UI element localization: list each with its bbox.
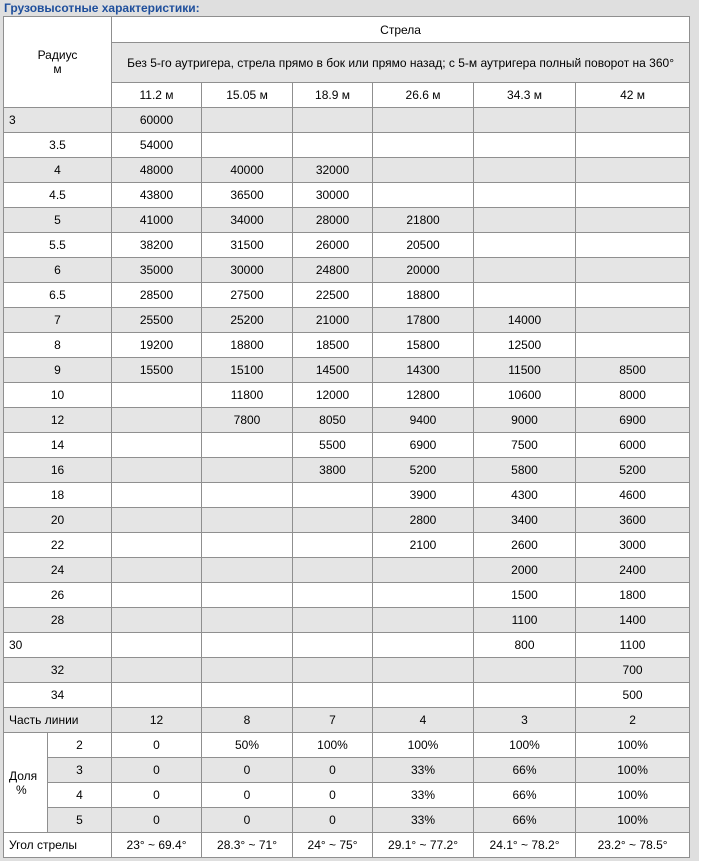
load-cell xyxy=(474,658,576,683)
boom-angle-cell: 29.1° ~ 77.2° xyxy=(373,833,474,858)
table-row xyxy=(4,383,690,408)
load-cell: 11500 xyxy=(474,358,576,383)
load-cell xyxy=(474,683,576,708)
extension-cell: 50% xyxy=(202,733,293,758)
extension-cell: 100% xyxy=(373,733,474,758)
load-cell: 15500 xyxy=(112,358,202,383)
load-cell: 3600 xyxy=(576,508,690,533)
extension-step-cell: 4 xyxy=(48,783,112,808)
boom-angle-cell: 24.1° ~ 78.2° xyxy=(474,833,576,858)
load-cell xyxy=(293,658,373,683)
line-parts-label: Часть линии xyxy=(4,708,112,733)
table-row xyxy=(4,458,690,483)
extension-cell: 33% xyxy=(373,808,474,833)
load-cell: 14500 xyxy=(293,358,373,383)
boom-angle-cell: 24° ~ 75° xyxy=(293,833,373,858)
extension-row xyxy=(4,733,690,758)
load-cell: 28000 xyxy=(293,208,373,233)
boom-header: Стрела xyxy=(112,17,690,43)
load-cell: 2100 xyxy=(373,533,474,558)
load-cell: 1800 xyxy=(576,583,690,608)
radius-cell: 28 xyxy=(4,608,112,633)
radius-cell: 3.5 xyxy=(4,133,112,158)
radius-cell: 6.5 xyxy=(4,283,112,308)
load-cell: 21000 xyxy=(293,308,373,333)
extension-cell: 66% xyxy=(474,783,576,808)
table-row xyxy=(4,683,690,708)
extension-cell: 100% xyxy=(576,758,690,783)
load-cell xyxy=(202,558,293,583)
load-cell: 24800 xyxy=(293,258,373,283)
table-row xyxy=(4,408,690,433)
extension-cell: 0 xyxy=(293,758,373,783)
load-cell xyxy=(202,508,293,533)
load-cell xyxy=(576,258,690,283)
load-cell xyxy=(202,583,293,608)
extension-step-cell: 3 xyxy=(48,758,112,783)
load-cell xyxy=(112,683,202,708)
load-cell: 25200 xyxy=(202,308,293,333)
load-cell xyxy=(293,558,373,583)
table-row xyxy=(4,533,690,558)
line-parts-cell: 4 xyxy=(373,708,474,733)
load-cell: 12800 xyxy=(373,383,474,408)
extension-label-text: Доля xyxy=(9,768,38,783)
load-cell: 35000 xyxy=(112,258,202,283)
boom-length-header: 26.6 м xyxy=(373,83,474,108)
load-cell xyxy=(202,658,293,683)
load-cell xyxy=(576,208,690,233)
table-row xyxy=(4,308,690,333)
load-cell: 700 xyxy=(576,658,690,683)
extension-cell: 0 xyxy=(112,758,202,783)
radius-cell: 7 xyxy=(4,308,112,333)
page-title: Грузовысотные характеристики: xyxy=(4,1,200,15)
load-cell: 6900 xyxy=(373,433,474,458)
load-cell xyxy=(112,433,202,458)
table-row xyxy=(4,658,690,683)
load-cell: 5200 xyxy=(373,458,474,483)
load-cell xyxy=(112,558,202,583)
table-row xyxy=(4,558,690,583)
load-cell xyxy=(576,183,690,208)
load-cell: 60000 xyxy=(112,108,202,133)
boom-length-header: 42 м xyxy=(576,83,690,108)
load-cell xyxy=(474,108,576,133)
table-row xyxy=(4,283,690,308)
load-cell xyxy=(202,133,293,158)
load-cell xyxy=(576,283,690,308)
load-cell: 18800 xyxy=(202,333,293,358)
load-cell xyxy=(576,133,690,158)
load-cell: 54000 xyxy=(112,133,202,158)
load-cell: 21800 xyxy=(373,208,474,233)
load-cell: 3900 xyxy=(373,483,474,508)
extension-cell: 0 xyxy=(202,758,293,783)
load-cell: 20500 xyxy=(373,233,474,258)
load-cell xyxy=(202,483,293,508)
load-cell: 6900 xyxy=(576,408,690,433)
load-cell: 15800 xyxy=(373,333,474,358)
boom-length-header: 18.9 м xyxy=(293,83,373,108)
load-cell: 19200 xyxy=(112,333,202,358)
load-cell: 18500 xyxy=(293,333,373,358)
load-cell xyxy=(576,108,690,133)
table-row xyxy=(4,483,690,508)
table-row xyxy=(4,158,690,183)
load-cell xyxy=(112,583,202,608)
radius-cell: 20 xyxy=(4,508,112,533)
line-parts-cell: 8 xyxy=(202,708,293,733)
boom-length-header: 34.3 м xyxy=(474,83,576,108)
load-cell xyxy=(202,458,293,483)
load-cell xyxy=(293,483,373,508)
load-cell xyxy=(202,108,293,133)
table-row xyxy=(4,333,690,358)
load-cell xyxy=(576,233,690,258)
load-cell: 4600 xyxy=(576,483,690,508)
load-cell xyxy=(112,633,202,658)
load-cell xyxy=(373,608,474,633)
load-cell xyxy=(202,633,293,658)
load-cell: 34000 xyxy=(202,208,293,233)
load-cell: 12500 xyxy=(474,333,576,358)
load-cell: 20000 xyxy=(373,258,474,283)
extension-cell: 0 xyxy=(293,808,373,833)
load-cell: 27500 xyxy=(202,283,293,308)
load-cell xyxy=(293,683,373,708)
boom-angle-cell: 23° ~ 69.4° xyxy=(112,833,202,858)
extension-label-unit: % xyxy=(16,782,27,797)
load-cell: 28500 xyxy=(112,283,202,308)
load-cell: 8500 xyxy=(576,358,690,383)
extension-row xyxy=(4,758,690,783)
line-parts-cell: 12 xyxy=(112,708,202,733)
load-cell: 8050 xyxy=(293,408,373,433)
extension-cell: 33% xyxy=(373,758,474,783)
table-row xyxy=(4,633,690,658)
table-row xyxy=(4,183,690,208)
radius-cell: 16 xyxy=(4,458,112,483)
extension-label xyxy=(4,733,48,833)
load-cell xyxy=(576,333,690,358)
load-cell xyxy=(202,433,293,458)
load-cell: 2800 xyxy=(373,508,474,533)
load-cell: 2400 xyxy=(576,558,690,583)
load-cell: 14300 xyxy=(373,358,474,383)
radius-header xyxy=(4,17,112,108)
load-cell: 12000 xyxy=(293,383,373,408)
load-cell xyxy=(474,258,576,283)
load-cell xyxy=(293,508,373,533)
radius-cell: 26 xyxy=(4,583,112,608)
radius-header-unit: м xyxy=(53,62,62,76)
extension-row xyxy=(4,808,690,833)
boom-angle-row xyxy=(4,833,690,858)
load-cell: 3400 xyxy=(474,508,576,533)
load-cell: 8000 xyxy=(576,383,690,408)
load-cell: 30000 xyxy=(293,183,373,208)
extension-cell: 66% xyxy=(474,758,576,783)
radius-cell: 4.5 xyxy=(4,183,112,208)
load-cell: 1100 xyxy=(474,608,576,633)
radius-cell: 22 xyxy=(4,533,112,558)
load-cell: 7500 xyxy=(474,433,576,458)
load-cell xyxy=(474,283,576,308)
load-cell: 40000 xyxy=(202,158,293,183)
load-cell xyxy=(112,508,202,533)
load-cell xyxy=(202,683,293,708)
load-cell xyxy=(112,533,202,558)
radius-cell: 34 xyxy=(4,683,112,708)
radius-cell: 8 xyxy=(4,333,112,358)
load-cell xyxy=(293,108,373,133)
extension-cell: 0 xyxy=(112,733,202,758)
load-cell: 1400 xyxy=(576,608,690,633)
load-cell: 18800 xyxy=(373,283,474,308)
load-cell xyxy=(373,633,474,658)
load-cell xyxy=(474,183,576,208)
extension-cell: 0 xyxy=(112,808,202,833)
load-cell: 7800 xyxy=(202,408,293,433)
line-parts-cell: 7 xyxy=(293,708,373,733)
load-cell: 41000 xyxy=(112,208,202,233)
load-cell xyxy=(293,133,373,158)
load-cell: 22500 xyxy=(293,283,373,308)
load-cell: 6000 xyxy=(576,433,690,458)
boom-angle-cell: 23.2° ~ 78.5° xyxy=(576,833,690,858)
load-cell xyxy=(112,483,202,508)
extension-step-cell: 5 xyxy=(48,808,112,833)
radius-cell: 18 xyxy=(4,483,112,508)
table-row xyxy=(4,608,690,633)
load-cell: 15100 xyxy=(202,358,293,383)
load-cell xyxy=(373,108,474,133)
extension-cell: 0 xyxy=(202,783,293,808)
load-cell: 3000 xyxy=(576,533,690,558)
load-cell: 36500 xyxy=(202,183,293,208)
load-cell xyxy=(293,608,373,633)
load-cell: 30000 xyxy=(202,258,293,283)
boom-angle-cell: 28.3° ~ 71° xyxy=(202,833,293,858)
table-row xyxy=(4,583,690,608)
radius-cell: 32 xyxy=(4,658,112,683)
load-cell: 32000 xyxy=(293,158,373,183)
radius-cell: 3 xyxy=(4,108,112,133)
boom-length-header: 11.2 м xyxy=(112,83,202,108)
extension-cell: 66% xyxy=(474,808,576,833)
radius-cell: 6 xyxy=(4,258,112,283)
extension-cell: 0 xyxy=(293,783,373,808)
load-cell: 4300 xyxy=(474,483,576,508)
line-parts-row xyxy=(4,708,690,733)
table-row xyxy=(4,108,690,133)
load-cell xyxy=(293,583,373,608)
table-row xyxy=(4,133,690,158)
load-cell: 25500 xyxy=(112,308,202,333)
load-cell xyxy=(202,608,293,633)
load-cell: 9000 xyxy=(474,408,576,433)
load-cell xyxy=(373,583,474,608)
load-cell: 1100 xyxy=(576,633,690,658)
load-cell xyxy=(293,533,373,558)
load-cell: 26000 xyxy=(293,233,373,258)
load-cell: 800 xyxy=(474,633,576,658)
radius-cell: 5.5 xyxy=(4,233,112,258)
load-cell: 38200 xyxy=(112,233,202,258)
extension-cell: 33% xyxy=(373,783,474,808)
load-cell xyxy=(373,183,474,208)
radius-cell: 5 xyxy=(4,208,112,233)
load-cell: 5500 xyxy=(293,433,373,458)
table-row xyxy=(4,208,690,233)
extension-step-cell: 2 xyxy=(48,733,112,758)
boom-angle-label: Угол стрелы xyxy=(4,833,112,858)
load-cell: 3800 xyxy=(293,458,373,483)
load-cell xyxy=(202,533,293,558)
load-cell xyxy=(293,633,373,658)
radius-cell: 30 xyxy=(4,633,112,658)
table-row xyxy=(4,233,690,258)
table-row xyxy=(4,433,690,458)
load-cell xyxy=(373,658,474,683)
radius-cell: 10 xyxy=(4,383,112,408)
load-cell: 9400 xyxy=(373,408,474,433)
table-row xyxy=(4,358,690,383)
radius-cell: 12 xyxy=(4,408,112,433)
load-cell xyxy=(373,158,474,183)
load-cell xyxy=(474,233,576,258)
load-chart-table xyxy=(3,16,690,858)
load-cell: 14000 xyxy=(474,308,576,333)
radius-cell: 4 xyxy=(4,158,112,183)
load-cell: 500 xyxy=(576,683,690,708)
line-parts-cell: 2 xyxy=(576,708,690,733)
radius-cell: 14 xyxy=(4,433,112,458)
load-cell xyxy=(474,158,576,183)
radius-cell: 9 xyxy=(4,358,112,383)
load-cell: 17800 xyxy=(373,308,474,333)
extension-cell: 0 xyxy=(202,808,293,833)
extension-cell: 100% xyxy=(474,733,576,758)
load-cell xyxy=(373,683,474,708)
load-cell xyxy=(474,208,576,233)
radius-cell: 24 xyxy=(4,558,112,583)
load-cell xyxy=(373,133,474,158)
load-cell: 2600 xyxy=(474,533,576,558)
load-cell xyxy=(576,308,690,333)
load-cell xyxy=(112,608,202,633)
extension-cell: 100% xyxy=(293,733,373,758)
table-row xyxy=(4,508,690,533)
load-cell xyxy=(373,558,474,583)
line-parts-cell: 3 xyxy=(474,708,576,733)
extension-row xyxy=(4,783,690,808)
load-cell: 5800 xyxy=(474,458,576,483)
table-row xyxy=(4,258,690,283)
extension-cell: 100% xyxy=(576,808,690,833)
load-cell: 48000 xyxy=(112,158,202,183)
load-cell: 43800 xyxy=(112,183,202,208)
extension-cell: 100% xyxy=(576,733,690,758)
load-cell: 5200 xyxy=(576,458,690,483)
extension-cell: 0 xyxy=(112,783,202,808)
load-cell xyxy=(112,658,202,683)
load-cell xyxy=(474,133,576,158)
boom-note: Без 5-го аутригера, стрела прямо в бок или прямо назад; с 5-м аутригера полный поворот на 360° xyxy=(112,43,690,83)
extension-cell: 100% xyxy=(576,783,690,808)
load-cell: 10600 xyxy=(474,383,576,408)
load-cell xyxy=(576,158,690,183)
load-cell xyxy=(112,383,202,408)
boom-length-header: 15.05 м xyxy=(202,83,293,108)
load-cell: 11800 xyxy=(202,383,293,408)
load-cell: 31500 xyxy=(202,233,293,258)
radius-header-label: Радиус xyxy=(37,48,78,62)
load-cell xyxy=(112,408,202,433)
load-cell: 2000 xyxy=(474,558,576,583)
load-cell xyxy=(112,458,202,483)
load-cell: 1500 xyxy=(474,583,576,608)
